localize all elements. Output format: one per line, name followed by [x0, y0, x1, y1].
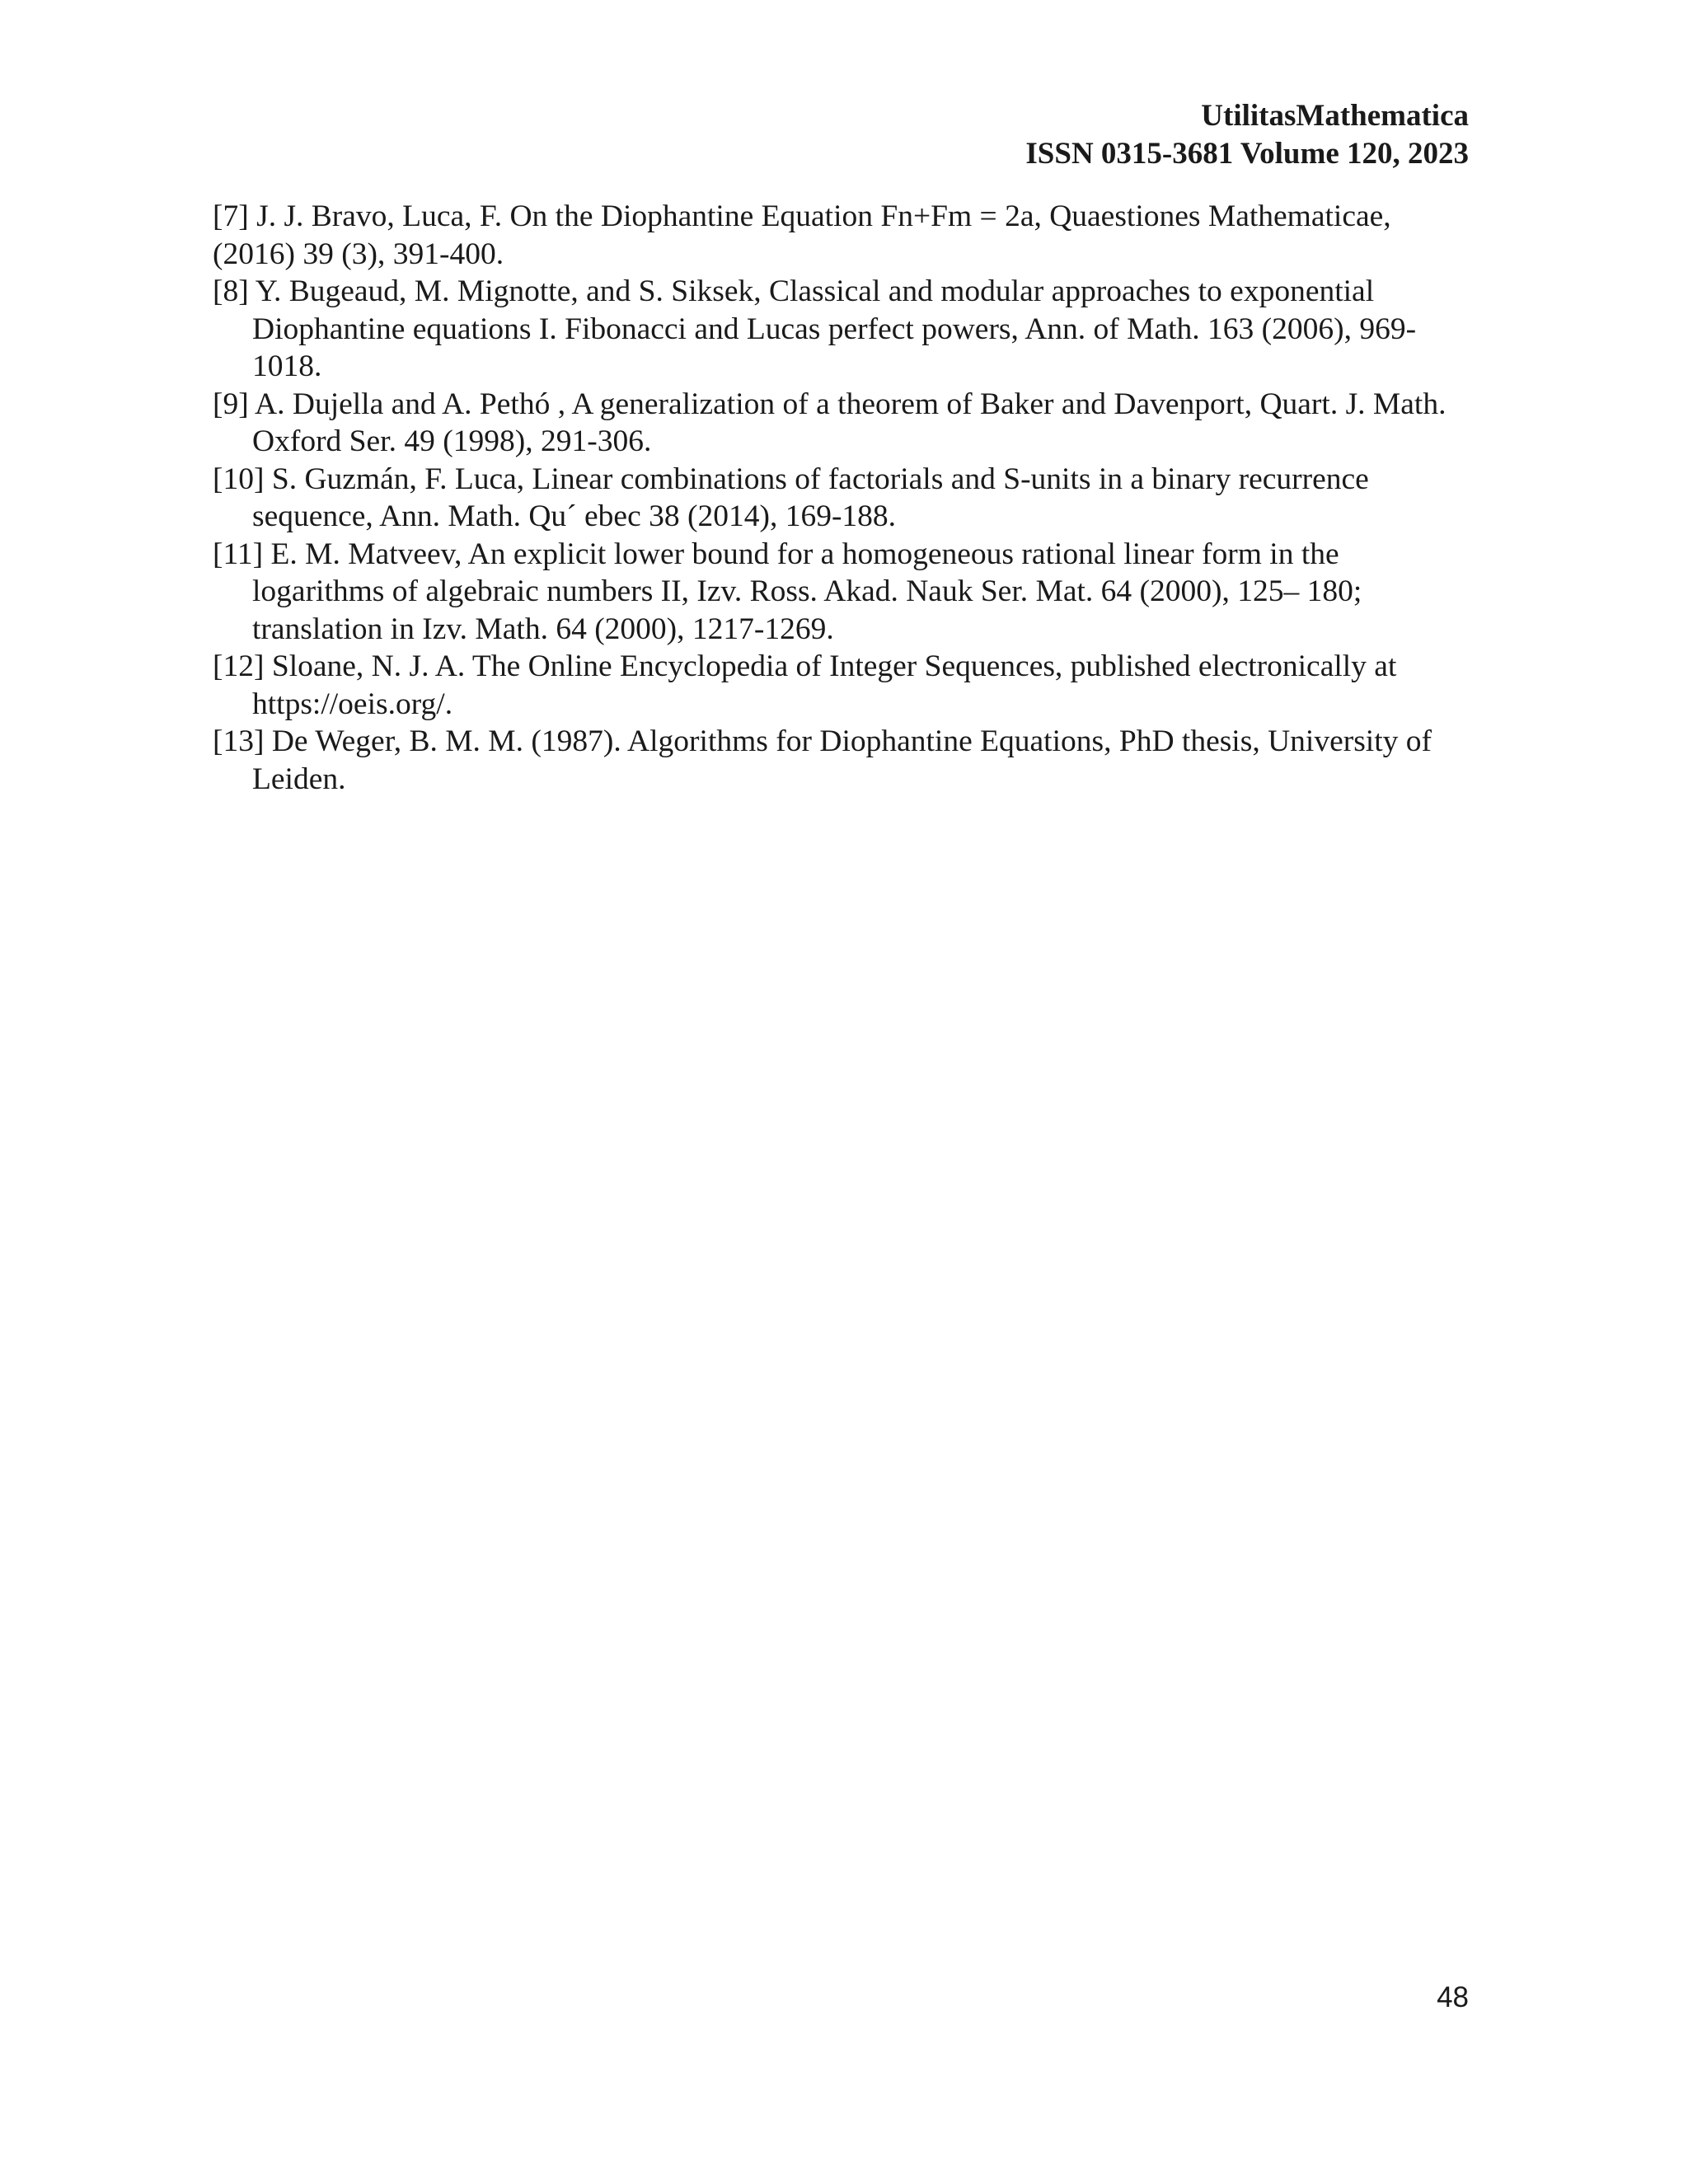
reference-list	[213, 198, 1474, 798]
reference-item-11: [11] E. M. Matveev, An explicit lower bound for a homogeneous rational linear form in the logarithms of algebraic numbers II, Izv. Ross. Akad. Nauk Ser. Mat. 64 (2000), 125– 180; translation in Izv. Math. 64 (2000), 1217-1269.	[213, 537, 1362, 646]
reference-item-8: [8] Y. Bugeaud, M. Mignotte, and S. Siksek, Classical and modular approaches to exponential Diophantine equations I. Fibonacci and Lucas perfect powers, Ann. of Math. 163 (2006), 969-1018.	[213, 274, 1417, 383]
reference-item-7: [7] J. J. Bravo, Luca, F. On the Diophantine Equation Fn+Fm = 2a, Quaestiones Mathematicae, (2016) 39 (3), 391-400.	[213, 199, 1391, 271]
reference-item-9: [9] A. Dujella and A. Pethó , A generalization of a theorem of Baker and Davenport, Quart. J. Math. Oxford Ser. 49 (1998), 291-306.	[213, 387, 1447, 458]
page-number: 48	[1437, 1981, 1469, 2013]
reference-item-12: [12] Sloane, N. J. A. The Online Encyclopedia of Integer Sequences, published electronically at https://oeis.org/.	[213, 649, 1397, 721]
running-header	[1025, 97, 1469, 173]
reference-item-13: [13] De Weger, B. M. M. (1987). Algorithms for Diophantine Equations, PhD thesis, University of Leiden.	[213, 724, 1432, 796]
reference-item-10: [10] S. Guzmán, F. Luca, Linear combinations of factorials and S-units in a binary recurrence sequence, Ann. Math. Qu´ ebec 38 (2014), 169-188.	[213, 462, 1369, 533]
issn-volume: ISSN 0315-3681 Volume 120, 2023	[1025, 137, 1469, 171]
journal-name: UtilitasMathematica	[1201, 99, 1469, 133]
